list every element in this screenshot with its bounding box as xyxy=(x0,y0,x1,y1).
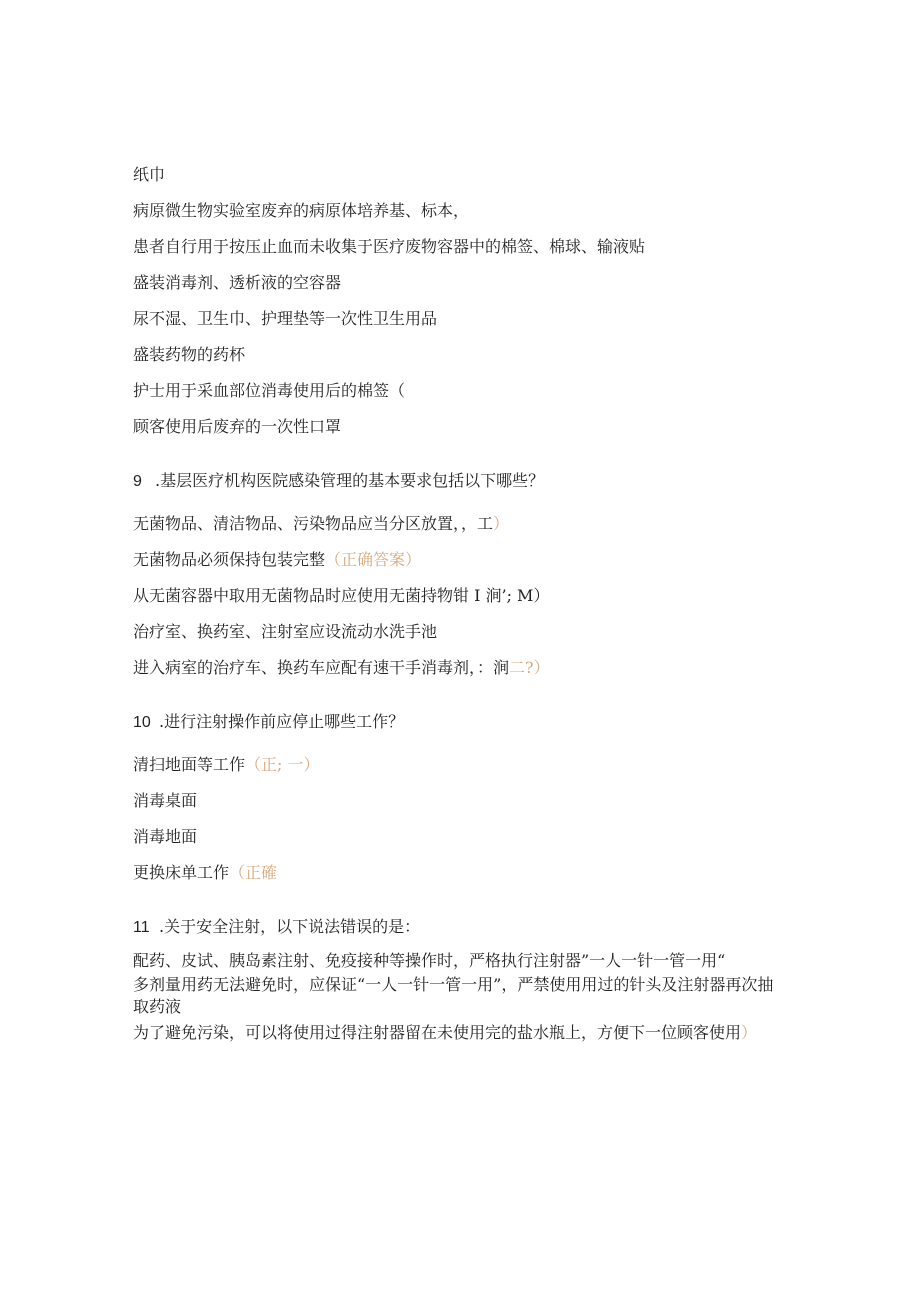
answer-mark: （正確 xyxy=(229,863,278,882)
answer-option[interactable] xyxy=(133,950,783,972)
answer-option[interactable] xyxy=(133,1022,783,1044)
answer-option[interactable] xyxy=(133,790,197,812)
option-text: 无菌物品必须保持包装完整 xyxy=(133,550,326,569)
list-item: 尿不湿、卫生巾、护理垫等一次性卫生用品 xyxy=(133,309,438,328)
question-text: .基层医疗机构医院感染管理的基本要求包括以下哪些？ xyxy=(155,471,545,490)
question-9-heading xyxy=(133,470,544,493)
question-number: 11 xyxy=(133,919,150,936)
answer-option[interactable] xyxy=(133,974,783,1018)
option-text: 配药、皮试、胰岛素注射、免疫接种等操作时，严格执行注射器”一人一针一管一用“ xyxy=(133,951,726,970)
option-text: 消毒桌面 xyxy=(133,791,198,810)
answer-option[interactable] xyxy=(133,549,421,571)
answer-option[interactable] xyxy=(133,513,509,535)
option-text: 进入病室的治疗车、换药车应配有速干手消毒剂，：涧 xyxy=(133,658,510,677)
question-11-heading xyxy=(133,916,420,939)
answer-mark: ） xyxy=(741,1023,758,1042)
question-text: .进行注射操作前应停止哪些工作？ xyxy=(159,712,405,731)
option-text: 消毒地面 xyxy=(133,827,198,846)
option-text: 多剂量用药无法避免时，应保证“一人一针一管一用”，严禁使用用过的针头及注射器再次抽取药液 xyxy=(133,975,774,1016)
answer-option[interactable] xyxy=(133,657,550,679)
option-text: 治疗室、换药室、注射室应设流动水洗手池 xyxy=(133,622,438,641)
answer-option[interactable] xyxy=(133,754,320,776)
list-item: 患者自行用于按压止血而未收集于医疗废物容器中的棉签、棉球、输液贴 xyxy=(133,237,646,256)
list-item: 纸巾 xyxy=(133,165,166,184)
question-number: 9 xyxy=(133,473,142,490)
correct-answer-mark: （正确答案） xyxy=(325,550,422,569)
option-text: 为了避免污染，可以将使用过得注射器留在未使用完的盐水瓶上，方便下一位顾客使用 xyxy=(133,1023,742,1042)
option-text: 无菌物品、清洁物品、污染物品应当分区放置，，工 xyxy=(133,514,494,533)
question-number: 10 xyxy=(133,714,151,731)
list-item: 盛装药物的药杯 xyxy=(133,345,246,364)
answer-option[interactable] xyxy=(133,826,197,848)
question-text: .关于安全注射，以下说法错误的是： xyxy=(159,917,421,936)
list-item: 盛装消毒剂、透析液的空容器 xyxy=(133,273,342,292)
list-item: 护士用于采血部位消毒使用后的棉签（ xyxy=(133,381,406,400)
list-item: 病原微生物实验室废弃的病原体培养基、标本， xyxy=(133,201,470,220)
option-text: 更换床单工作 xyxy=(133,863,230,882)
answer-option[interactable] xyxy=(133,862,277,884)
option-text: 清扫地面等工作 xyxy=(133,755,246,774)
answer-option[interactable] xyxy=(133,621,437,643)
answer-mark: ） xyxy=(493,514,510,533)
answer-mark: （正; 一） xyxy=(245,755,320,774)
answer-option[interactable] xyxy=(133,585,549,607)
list-item: 顾客使用后废弃的一次性口罩 xyxy=(133,417,342,436)
question-10-heading xyxy=(133,711,404,734)
answer-mark: 二?） xyxy=(509,658,550,677)
option-text: 从无菌容器中取用无菌物品时应使用无菌持物钳 I 涧’; M） xyxy=(133,586,550,605)
